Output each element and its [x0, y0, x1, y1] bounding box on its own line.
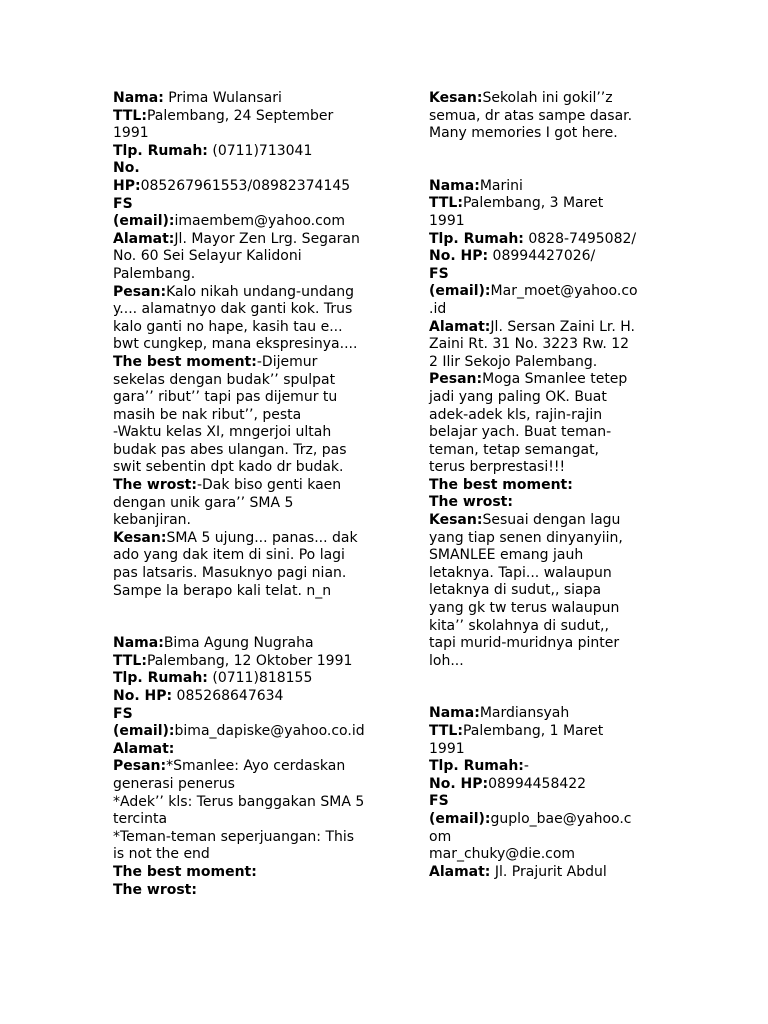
- phone-label: Tlp. Rumah:: [429, 230, 524, 247]
- best-moment-line: swit sebentin dpt kado dr budak.: [113, 459, 344, 476]
- address-value: Jl. Mayor Zen Lrg. Segaran: [174, 230, 360, 247]
- impression-line: letaknya di sudut,, siapa: [429, 582, 602, 599]
- message-line: generasi penerus: [113, 775, 235, 792]
- impression-line: kita’’ skolahnya di sudut,,: [429, 617, 609, 634]
- ttl-value: Palembang, 1 Maret: [462, 723, 604, 739]
- message-line: is not the end: [113, 846, 210, 863]
- name-label: Nama:: [429, 705, 480, 722]
- address-label: Alamat:: [113, 740, 175, 757]
- ttl-row: [429, 195, 661, 213]
- worst-value: -Dak biso genti kaen: [196, 477, 342, 494]
- ttl-continued: 1991: [429, 212, 465, 229]
- ttl-continued: 1991: [113, 125, 149, 142]
- phone-label: Tlp. Rumah:: [113, 142, 208, 159]
- entry-spacer: [113, 600, 390, 635]
- impression-value: Sesuai dengan lagu: [482, 512, 621, 529]
- impression-line: ado yang dak item di sini. Po lagi: [113, 547, 345, 564]
- phone-label: Tlp. Rumah:: [113, 670, 208, 687]
- name-row: [113, 90, 390, 108]
- impression-value: SMA 5 ujung... panas... dak: [166, 529, 358, 546]
- email-value: Mar_moet@yahoo.co: [490, 283, 638, 300]
- worst-line: dengan unik gara’’ SMA 5: [113, 494, 294, 511]
- email-continued: .id: [429, 300, 447, 317]
- address-row: [429, 864, 661, 882]
- best-moment-value: -Dijemur: [256, 353, 318, 370]
- right-column: [429, 90, 661, 881]
- ttl-row: [429, 723, 661, 741]
- impression-row: [429, 90, 661, 108]
- name-row: [113, 635, 390, 653]
- address-value: Jl. Prajurit Abdul: [490, 863, 607, 880]
- hp-row: [429, 776, 661, 794]
- impression-label: Kesan:: [429, 90, 483, 106]
- message-label: Pesan:: [429, 371, 483, 388]
- left-column: [113, 90, 390, 899]
- impression-line: pas latsaris. Masuknyo pagi nian.: [113, 565, 347, 582]
- address-row: [429, 319, 661, 337]
- ttl-value: Palembang, 24 September: [146, 107, 334, 124]
- ttl-label: TTL:: [113, 107, 147, 124]
- email-label: (email):: [113, 723, 175, 740]
- name-label: Nama:: [113, 90, 164, 106]
- message-line: kalo ganti no hape, kasih tau e...: [113, 318, 343, 335]
- hp-value: 085268647634: [172, 688, 284, 704]
- best-moment-label: The best moment:: [113, 863, 257, 880]
- impression-line: letaknya. Tapi... walaupun: [429, 564, 612, 581]
- message-line: bwt cungkep, mana ekspresinya....: [113, 336, 358, 353]
- address-value: Jl. Sersan Zaini Lr. H.: [490, 318, 635, 335]
- message-line: teman, tetap semangat,: [429, 441, 600, 458]
- email-continued: om: [429, 828, 452, 845]
- phone-value: (0711)713041: [207, 142, 313, 159]
- best-moment-line: budak pas abes ulangan. Trz, pas: [113, 441, 347, 458]
- best-moment-label: The best moment:: [429, 476, 573, 493]
- message-label: Pesan:: [113, 758, 167, 775]
- name-value: Mardiansyah: [479, 705, 570, 722]
- best-moment-row: [113, 354, 390, 372]
- impression-line: Many memories I got here.: [429, 125, 618, 142]
- phone-row: [113, 670, 390, 688]
- hp-label: No. HP:: [429, 775, 489, 792]
- fs-label-line: FS: [429, 793, 449, 810]
- ttl-continued: 1991: [429, 740, 465, 757]
- message-row: [113, 758, 390, 776]
- email-value: imaembem@yahoo.com: [174, 213, 345, 230]
- ttl-label: TTL:: [429, 723, 463, 739]
- hp-value: 08994427026/: [488, 248, 596, 265]
- message-line: y.... alamatnyo dak ganti kok. Trus: [113, 301, 353, 318]
- message-value: Kalo nikah undang-undang: [166, 283, 355, 300]
- impression-line: tapi murid-muridnya pinter: [429, 635, 620, 652]
- worst-label: The wrost:: [113, 477, 197, 494]
- hp-value: 085267961553/08982374145: [140, 177, 351, 194]
- message-line: *Teman-teman seperjuangan: This: [113, 828, 355, 845]
- email-value: bima_dapiske@yahoo.co.id: [174, 723, 365, 740]
- hp-row: [113, 688, 390, 706]
- impression-label: Kesan:: [429, 512, 483, 529]
- best-moment-line: gara’’ ribut’’ tapi pas dijemur tu: [113, 389, 338, 406]
- impression-line: loh...: [429, 652, 464, 669]
- impression-row: [429, 512, 661, 530]
- email-label: (email):: [113, 213, 175, 230]
- phone-value: 0828-7495082/: [523, 230, 637, 247]
- hp-label: No. HP:: [429, 248, 489, 265]
- message-line: *Adek’’ kls: Terus banggakan SMA 5: [113, 793, 365, 810]
- fs-label-line: FS: [113, 195, 133, 212]
- address-label: Alamat:: [113, 230, 175, 247]
- profile-entry-mardiansyah: [429, 705, 661, 881]
- worst-line: kebanjiran.: [113, 512, 191, 529]
- fs-label-line: FS: [429, 265, 449, 282]
- phone-value: -: [523, 758, 529, 775]
- impression-line: yang gk tw terus walaupun: [429, 600, 620, 617]
- phone-row: [113, 143, 390, 161]
- impression-line: semua, dr atas sampe dasar.: [429, 107, 633, 124]
- email-label: (email):: [429, 283, 491, 300]
- message-line: jadi yang paling OK. Buat: [429, 388, 607, 405]
- impression-value: Sekolah ini gokil’’z: [482, 90, 613, 106]
- address-line: 2 Ilir Sekojo Palembang.: [429, 353, 598, 370]
- hp-label: HP:: [113, 177, 141, 194]
- best-moment-label: The best moment:: [113, 353, 257, 370]
- address-line: Palembang.: [113, 265, 196, 282]
- ttl-row: [113, 108, 390, 126]
- ttl-label: TTL:: [429, 195, 463, 212]
- phone-row: [429, 758, 661, 776]
- impression-line: Sampe la berapo kali telat. n_n: [113, 582, 332, 599]
- message-value: *Smanlee: Ayo cerdaskan: [166, 758, 346, 775]
- name-label: Nama:: [429, 177, 480, 194]
- name-value: Marini: [479, 177, 523, 194]
- impression-line: SMANLEE emang jauh: [429, 547, 584, 564]
- worst-label: The wrost:: [429, 494, 513, 511]
- name-row: [429, 705, 661, 723]
- message-line: terus berprestasi!!!: [429, 459, 566, 476]
- phone-row: [429, 231, 661, 249]
- entry-spacer: [429, 670, 661, 705]
- best-moment-line: sekelas dengan budak’’ spulpat: [113, 371, 336, 388]
- hp-row: [429, 248, 661, 266]
- email-row: [429, 283, 661, 301]
- profile-entry-continued: [429, 90, 661, 143]
- profile-entry-marini: [429, 178, 661, 671]
- hp-row: [113, 178, 390, 196]
- phone-value: (0711)818155: [207, 670, 313, 687]
- profile-entry-bima: [113, 635, 390, 899]
- impression-row: [113, 530, 390, 548]
- address-line: Zaini Rt. 31 No. 3223 Rw. 12: [429, 336, 630, 353]
- impression-label: Kesan:: [113, 529, 167, 546]
- address-line: No. 60 Sei Selayur Kalidoni: [113, 248, 302, 265]
- message-line: tercinta: [113, 811, 168, 828]
- address-label: Alamat:: [429, 318, 491, 335]
- address-row: [113, 231, 390, 249]
- ttl-label: TTL:: [113, 652, 147, 669]
- email-value: guplo_bae@yahoo.c: [490, 810, 632, 827]
- address-label: Alamat:: [429, 863, 491, 880]
- name-label: Nama:: [113, 635, 164, 652]
- message-line: adek-adek kls, rajin-rajin: [429, 406, 603, 423]
- ttl-row: [113, 653, 390, 671]
- phone-label: Tlp. Rumah:: [429, 758, 524, 775]
- worst-label: The wrost:: [113, 881, 197, 898]
- email-row: [113, 213, 390, 231]
- message-line: belajar yach. Buat teman-: [429, 424, 612, 441]
- best-moment-line: -Waktu kelas XI, mngerjoi ultah: [113, 424, 332, 441]
- entry-spacer: [429, 143, 661, 178]
- hp-label-line: No.: [113, 160, 140, 177]
- name-value: Bima Agung Nugraha: [163, 635, 314, 652]
- email-row: [429, 811, 661, 829]
- message-row: [429, 371, 661, 389]
- name-row: [429, 178, 661, 196]
- impression-line: yang tiap senen dinyanyiin,: [429, 529, 623, 546]
- message-value: Moga Smanlee tetep: [482, 371, 628, 388]
- message-row: [113, 284, 390, 302]
- email-label: (email):: [429, 810, 491, 827]
- ttl-value: Palembang, 12 Oktober 1991: [146, 652, 353, 669]
- email-secondary: mar_chuky@die.com: [429, 846, 576, 863]
- hp-value: 08994458422: [488, 775, 587, 792]
- name-value: Prima Wulansari: [163, 90, 282, 106]
- profile-entry-prima: [113, 90, 390, 600]
- worst-row: [113, 477, 390, 495]
- email-row: [113, 723, 390, 741]
- hp-label: No. HP:: [113, 688, 173, 704]
- ttl-value: Palembang, 3 Maret: [462, 195, 604, 212]
- best-moment-line: masih be nak ribut’’, pesta: [113, 406, 302, 423]
- fs-label-line: FS: [113, 705, 133, 722]
- message-label: Pesan:: [113, 283, 167, 300]
